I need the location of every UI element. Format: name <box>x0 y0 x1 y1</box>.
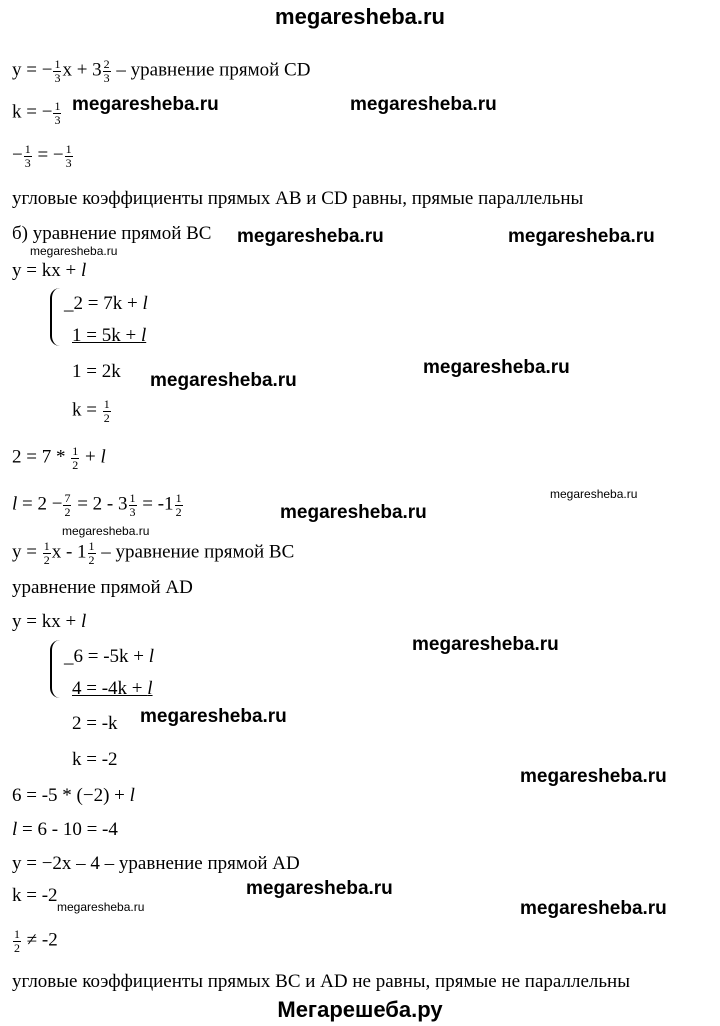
system-brace <box>50 640 62 698</box>
text: – уравнение прямой CD <box>111 59 311 81</box>
line-not-equal <box>12 928 58 954</box>
text: y = − <box>12 59 53 81</box>
text: y = <box>12 541 42 563</box>
line-k-ad: k = -2 <box>12 885 58 906</box>
text: 2 = 7 * <box>12 446 71 468</box>
text: k = <box>72 399 102 421</box>
var-l: l <box>12 493 18 515</box>
line-not-parallel-conclusion: угловые коэффициенты прямых BC и AD не равны, прямые не параллельны <box>12 971 630 992</box>
system1-row2 <box>72 326 146 345</box>
denominator: 3 <box>103 70 110 85</box>
numerator: 1 <box>54 99 61 113</box>
var-l: l <box>142 293 148 314</box>
line-ad-equation: y = −2x – 4 – уравнение прямой AD <box>12 853 300 874</box>
denominator: 3 <box>24 155 31 170</box>
fraction <box>53 100 61 126</box>
fraction <box>129 492 137 518</box>
denominator: 3 <box>65 155 72 170</box>
numerator: 1 <box>65 142 72 156</box>
fraction <box>103 398 111 424</box>
denominator: 3 <box>54 112 61 127</box>
watermark: megaresheba.ru <box>30 244 118 258</box>
line-parallel-conclusion: угловые коэффициенты прямых AB и CD равны, прямые параллельны <box>12 188 584 209</box>
text: y = kx + <box>12 260 81 281</box>
var-l: l <box>80 260 87 281</box>
watermark: megaresheba.ru <box>508 226 655 247</box>
line-l-calc-2 <box>12 820 118 839</box>
minus-sign: _ <box>64 293 74 314</box>
text: 6 = -5 * (−2) + <box>12 785 130 806</box>
numerator: 1 <box>14 927 20 941</box>
text: 4 = -4k + <box>72 678 148 699</box>
denominator: 2 <box>175 504 182 519</box>
text: 1 = 5k + <box>72 325 141 346</box>
text: x + 3 <box>62 59 102 81</box>
var-l: l <box>12 819 18 840</box>
line-cd-equation <box>12 58 310 84</box>
text: = 6 - 10 = -4 <box>17 819 118 840</box>
text: ≠ -2 <box>22 929 58 951</box>
line-ad-title: уравнение прямой AD <box>12 577 193 598</box>
text: = − <box>32 144 64 166</box>
text: = 2 − <box>17 493 63 515</box>
line-equal-slopes <box>12 143 74 169</box>
denominator: 2 <box>103 410 110 425</box>
denominator: 2 <box>43 552 50 567</box>
watermark: megaresheba.ru <box>550 487 638 501</box>
var-l: l <box>147 678 153 699</box>
text: 6 = -5k + <box>73 646 149 667</box>
text: − <box>12 144 23 166</box>
minus-sign: _ <box>64 646 74 667</box>
numerator: 1 <box>175 491 182 505</box>
numerator: 1 <box>24 142 31 156</box>
line-subtract-1: 1 = 2k <box>72 361 121 382</box>
numerator: 1 <box>129 491 136 505</box>
fraction <box>43 540 51 566</box>
var-l: l <box>100 446 106 468</box>
watermark: megaresheba.ru <box>412 634 559 655</box>
numerator: 1 <box>72 444 79 458</box>
var-l: l <box>80 611 87 632</box>
denominator: 2 <box>64 504 71 519</box>
line-substitute-1 <box>12 445 106 471</box>
text: 2 = 7k + <box>73 293 143 314</box>
system2-row1 <box>64 647 154 666</box>
denominator: 2 <box>72 457 79 472</box>
system1-row1 <box>64 294 148 313</box>
var-l: l <box>148 646 155 667</box>
denominator: 2 <box>88 552 95 567</box>
line-k-cd <box>12 100 62 126</box>
system-brace <box>50 288 62 346</box>
page-header: megaresheba.ru <box>275 4 445 29</box>
line-general-form-1 <box>12 261 86 280</box>
fraction <box>65 143 73 169</box>
line-l-calc-1 <box>12 492 184 518</box>
system2-row2 <box>72 679 153 698</box>
numerator: 1 <box>88 539 95 553</box>
line-bc-equation <box>12 540 294 566</box>
text: = 2 - 3 <box>72 493 128 515</box>
watermark: megaresheba.ru <box>140 706 287 727</box>
watermark: megaresheba.ru <box>62 524 150 538</box>
numerator: 1 <box>54 57 61 71</box>
watermark: megaresheba.ru <box>520 766 667 787</box>
line-substitute-2 <box>12 786 135 805</box>
fraction <box>88 540 96 566</box>
text: y = kx + <box>12 611 81 632</box>
line-k-half <box>72 398 112 424</box>
text: k = − <box>12 101 53 123</box>
fraction <box>175 492 183 518</box>
line-subtract-2: 2 = -k <box>72 713 118 734</box>
watermark: megaresheba.ru <box>280 502 427 523</box>
line-general-form-2 <box>12 612 86 631</box>
var-l: l <box>140 325 147 346</box>
denominator: 3 <box>129 504 136 519</box>
watermark: megaresheba.ru <box>237 226 384 247</box>
numerator: 7 <box>64 491 71 505</box>
page-footer: Мегарешеба.ру <box>277 997 443 1022</box>
fraction <box>71 445 79 471</box>
fraction <box>13 928 21 954</box>
text: x - 1 <box>51 541 87 563</box>
watermark: megaresheba.ru <box>520 898 667 919</box>
watermark: megaresheba.ru <box>57 900 145 914</box>
numerator: 1 <box>43 539 50 553</box>
fraction <box>24 143 32 169</box>
text: – уравнение прямой BC <box>96 541 295 563</box>
var-l: l <box>129 785 135 806</box>
fraction <box>63 492 71 518</box>
fraction <box>103 58 111 84</box>
numerator: 2 <box>103 57 110 71</box>
line-bc-title: б) уравнение прямой BC <box>12 223 212 244</box>
text: = -1 <box>137 493 174 515</box>
text: + <box>80 446 101 468</box>
watermark: megaresheba.ru <box>350 94 497 115</box>
numerator: 1 <box>103 397 110 411</box>
watermark: megaresheba.ru <box>72 94 219 115</box>
fraction <box>53 58 61 84</box>
watermark: megaresheba.ru <box>423 357 570 378</box>
line-k-minus-2: k = -2 <box>72 749 118 770</box>
watermark: megaresheba.ru <box>246 878 393 899</box>
denominator: 3 <box>54 70 61 85</box>
watermark: megaresheba.ru <box>150 370 297 391</box>
denominator: 2 <box>14 940 20 955</box>
